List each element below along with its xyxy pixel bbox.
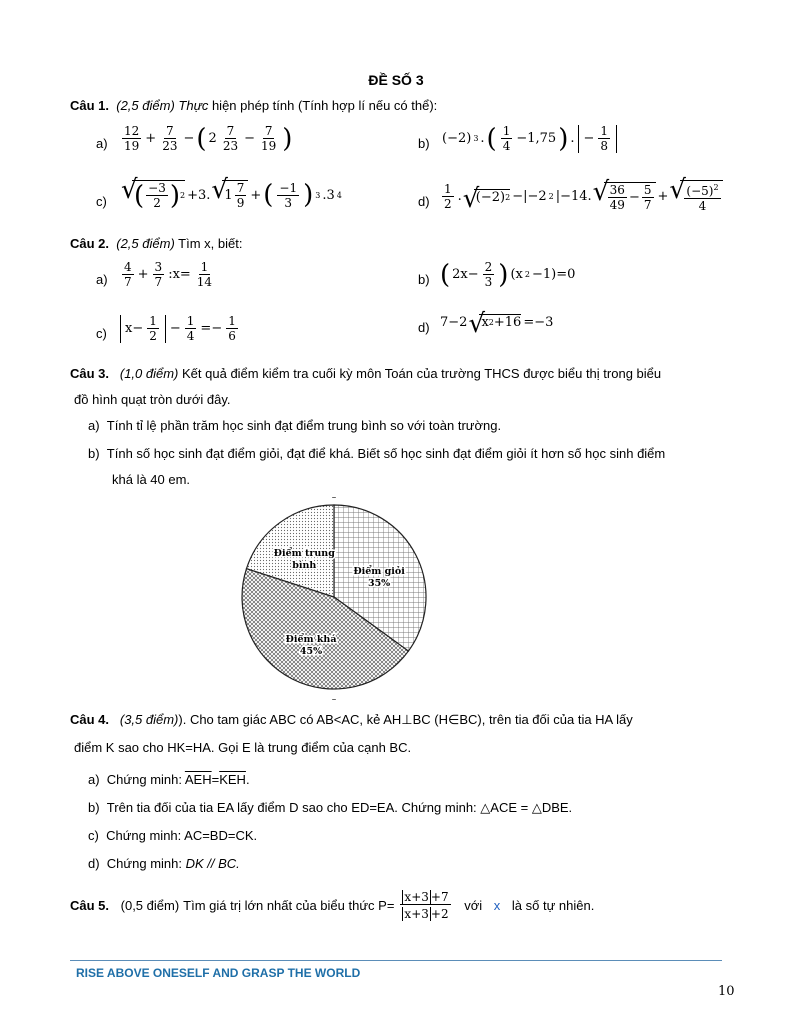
q2c-label: c) [96,326,107,341]
page-number: 10 [718,984,735,999]
pie-slice-gioi-label-2: 35% [367,578,391,590]
q4d-italic: DK // BC. [185,856,240,871]
q5-fraction: $\frac{x+3 +7}{x+3 +2}$ [400,890,450,921]
q4-label: Câu 4. [70,712,110,727]
pie-tick-bottom: – [331,695,337,704]
q5-label: Câu 5. [70,898,110,913]
q2-task: Tìm x, biết: [178,236,243,251]
q2a-label: a) [96,272,108,287]
q1-task: hiện phép tính (Tính hợp lí nếu có thể): [211,98,438,113]
q4b: b) Trên tia đối của tia EA lấy điểm D sao cho ED=EA. Chứng minh: △ACE = △DBE. [88,800,573,815]
q3b-text-line2: khá là 40 em. [112,472,191,487]
pie-slice-trung-binh-label-1: Điểm trung [273,548,335,560]
q5-var: x [493,898,501,913]
footer-slogan: RISE ABOVE ONESELF AND GRASP THE WORLD [76,966,361,980]
pie-slice-kha-label-2: 45% [299,646,323,658]
q3b: b) Tính số học sinh đạt điểm giỏi, đạt điể khá. Biết số học sinh đạt điểm giỏi ít hơn số học sinh điểm [88,446,666,461]
pie-slice-gioi-label-1: Điểm giỏi [353,566,405,578]
q4a: a) Chứng minh: $\overline{AEH}=\overline{KEH}$. [88,772,250,787]
q2-label: Câu 2. [70,236,110,251]
q2c-expression: x− $\frac{1}{2}$ − $\frac{1}{4}$ =− $\frac{1}{6}$ [118,314,240,343]
pie-chart [238,490,430,704]
q5-text: Tìm giá trị lớn nhất của biểu thức P= [183,898,395,913]
q3a-text: Tính tỉ lệ phần trăm học sinh đạt điểm trung bình so với toàn trường. [106,418,502,433]
q3-points: (1,0 điểm) [119,366,179,381]
q1b-expression: (−2) 3 . ( $\frac{1}{4}$ −1,75 ) . − $\frac{1}{8}$ [442,124,619,153]
question-2 [70,236,242,251]
footer-divider [70,960,722,961]
q1-task-italic: Thực [178,98,209,113]
q1c-expression: √ ( $\frac{-3}{2}$ ) 2 +3. √ 1 $\frac{7}{9}$ + ( $\frac{-1}{3}$ ) 3 .3 4 [122,180,342,210]
q1-label: Câu 1. [70,98,110,113]
q3b-text: Tính số học sinh đạt điểm giỏi, đạt điể khá. Biết số học sinh đạt điểm giỏi ít hơn số học sinh điểm [106,446,666,461]
q4c: c) Chứng minh: AC=BD=CK. [88,828,258,843]
q1-points: (2,5 điểm) [116,98,175,113]
q4c-text: Chứng minh: AC=BD=CK. [106,828,258,843]
q4-line1: ). Cho tam giác ABC có AB<AC, kẻ AH⊥BC (H∈BC), trên tia đối của tia HA lấy [178,712,633,727]
q3-task-line1: Kết quả điểm kiểm tra cuối kỳ môn Toán của trường THCS được biểu thị trong biểu [182,366,662,381]
pie-tick-top: – [331,493,337,503]
page-title: ĐỀ SỐ 3 [368,72,424,88]
q3a: a) Tính tỉ lệ phần trăm học sinh đạt điểm trung bình so với toàn trường. [88,418,502,433]
question-1 [70,98,437,113]
q3-task-line2: đồ hình quạt tròn dưới đây. [74,392,231,407]
q1a-expression: $\frac{12}{19}$ + $\frac{7}{23}$ − ( 2 $\frac{7}{23}$ − $\frac{7}{19}$ ) [124,123,293,154]
q1b-label: b) [418,136,430,151]
q1d-expression: $\frac{1}{2}$ . √ (−2) 2 −|−2 2 |−14. √ $\frac{36}{49}$ − $\frac{5}{7}$ + √ $\frac{(-5)^2}{4}$ [440,180,723,213]
q1a-label: a) [96,136,108,151]
q2d-expression: 7−2 √ x 2 +16 =−3 [440,314,553,330]
q4d: d) Chứng minh: DK // BC. [88,856,240,871]
q4-line2: điểm K sao cho HK=HA. Gọi E là trung điểm của cạnh BC. [74,740,412,755]
question-3 [70,366,661,381]
q2b-expression: ( 2x− $\frac{2}{3}$ ) (x 2 −1)=0 [440,259,576,290]
question-4 [70,712,633,728]
pie-slice-kha-label-1: Điểm khá [285,634,337,646]
pie-slice-trung-binh-label-2: bình [292,560,317,572]
q5-points: (0,5 điểm) [120,898,180,913]
q2d-label: d) [418,320,430,335]
q2a-expression: $\frac{4}{7}$ + $\frac{3}{7}$ :x= $\frac{1}{14}$ [124,260,213,289]
q2-points: (2,5 điểm) [116,236,175,251]
q1d-label: d) [418,194,430,209]
question-5: Câu 5. (0,5 điểm) Tìm giá trị lớn nhất của biểu thức P= $\frac{x+3 +7}{x+3 +2}$ với x là số tự nhiên. [70,890,595,921]
angle-aeh: $\overline{AEH}$ [184,772,212,787]
angle-keh: $\overline{KEH}$ [219,772,246,787]
q4-points: (3,5 điểm) [119,712,179,727]
q2b-label: b) [418,272,430,287]
q3-label: Câu 3. [70,366,110,381]
q1c-label: c) [96,194,107,209]
q4b-text: Trên tia đối của tia EA lấy điểm D sao cho ED=EA. Chứng minh: △ACE = △DBE. [106,800,573,815]
